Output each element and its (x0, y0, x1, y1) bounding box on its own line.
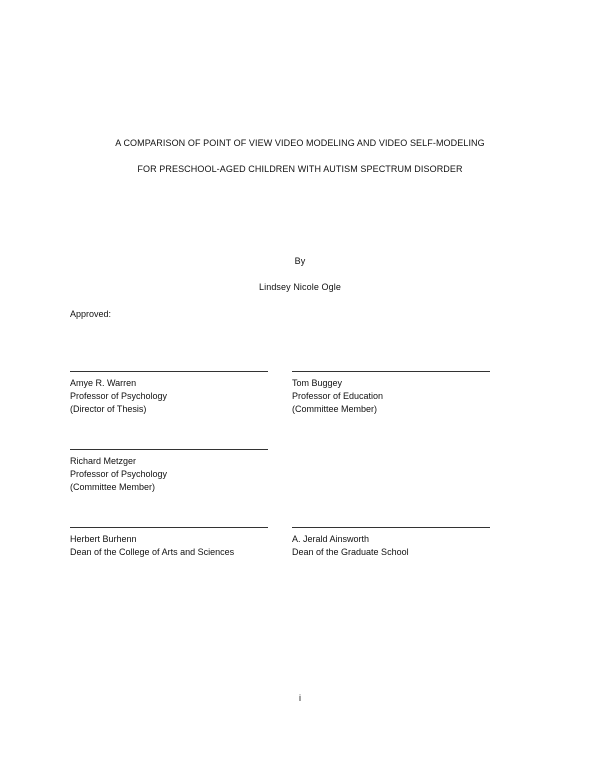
signature-block-dean-graduate-school (292, 527, 492, 559)
signature-block-committee-member-2 (70, 449, 270, 494)
signature-line (70, 371, 268, 372)
signatory-title: Professor of Education (292, 391, 384, 401)
signature-line (70, 449, 268, 450)
signatory-title: Professor of Psychology (70, 391, 168, 401)
by-label: By (294, 256, 306, 266)
signatory-name: Herbert Burhenn (70, 534, 137, 544)
signature-line (292, 527, 490, 528)
signatory-role: (Committee Member) (70, 482, 156, 492)
signatory-role: (Committee Member) (292, 404, 378, 414)
signatory-name: Richard Metzger (70, 456, 137, 466)
approved-label: Approved: (70, 309, 112, 319)
signatory-role: (Director of Thesis) (70, 404, 147, 414)
signatory-title: Dean of the Graduate School (292, 547, 409, 557)
author-name: Lindsey Nicole Ogle (259, 282, 341, 292)
signatory-name: A. Jerald Ainsworth (292, 534, 370, 544)
page-number: i (299, 693, 301, 703)
thesis-title-line-2: FOR PRESCHOOL-AGED CHILDREN WITH AUTISM SPECTRUM DISORDER (137, 164, 463, 174)
signature-block-director (70, 371, 270, 416)
thesis-title-line-1: A COMPARISON OF POINT OF VIEW VIDEO MODELING AND VIDEO SELF-MODELING (115, 138, 485, 148)
signatory-name: Tom Buggey (292, 378, 343, 388)
signatory-title: Professor of Psychology (70, 469, 168, 479)
signature-block-dean-arts-sciences (70, 527, 270, 559)
signature-line (70, 527, 268, 528)
signature-line (292, 371, 490, 372)
signatory-name: Amye R. Warren (70, 378, 137, 388)
signature-block-committee-member (292, 371, 492, 416)
signatory-title: Dean of the College of Arts and Sciences (70, 547, 235, 557)
